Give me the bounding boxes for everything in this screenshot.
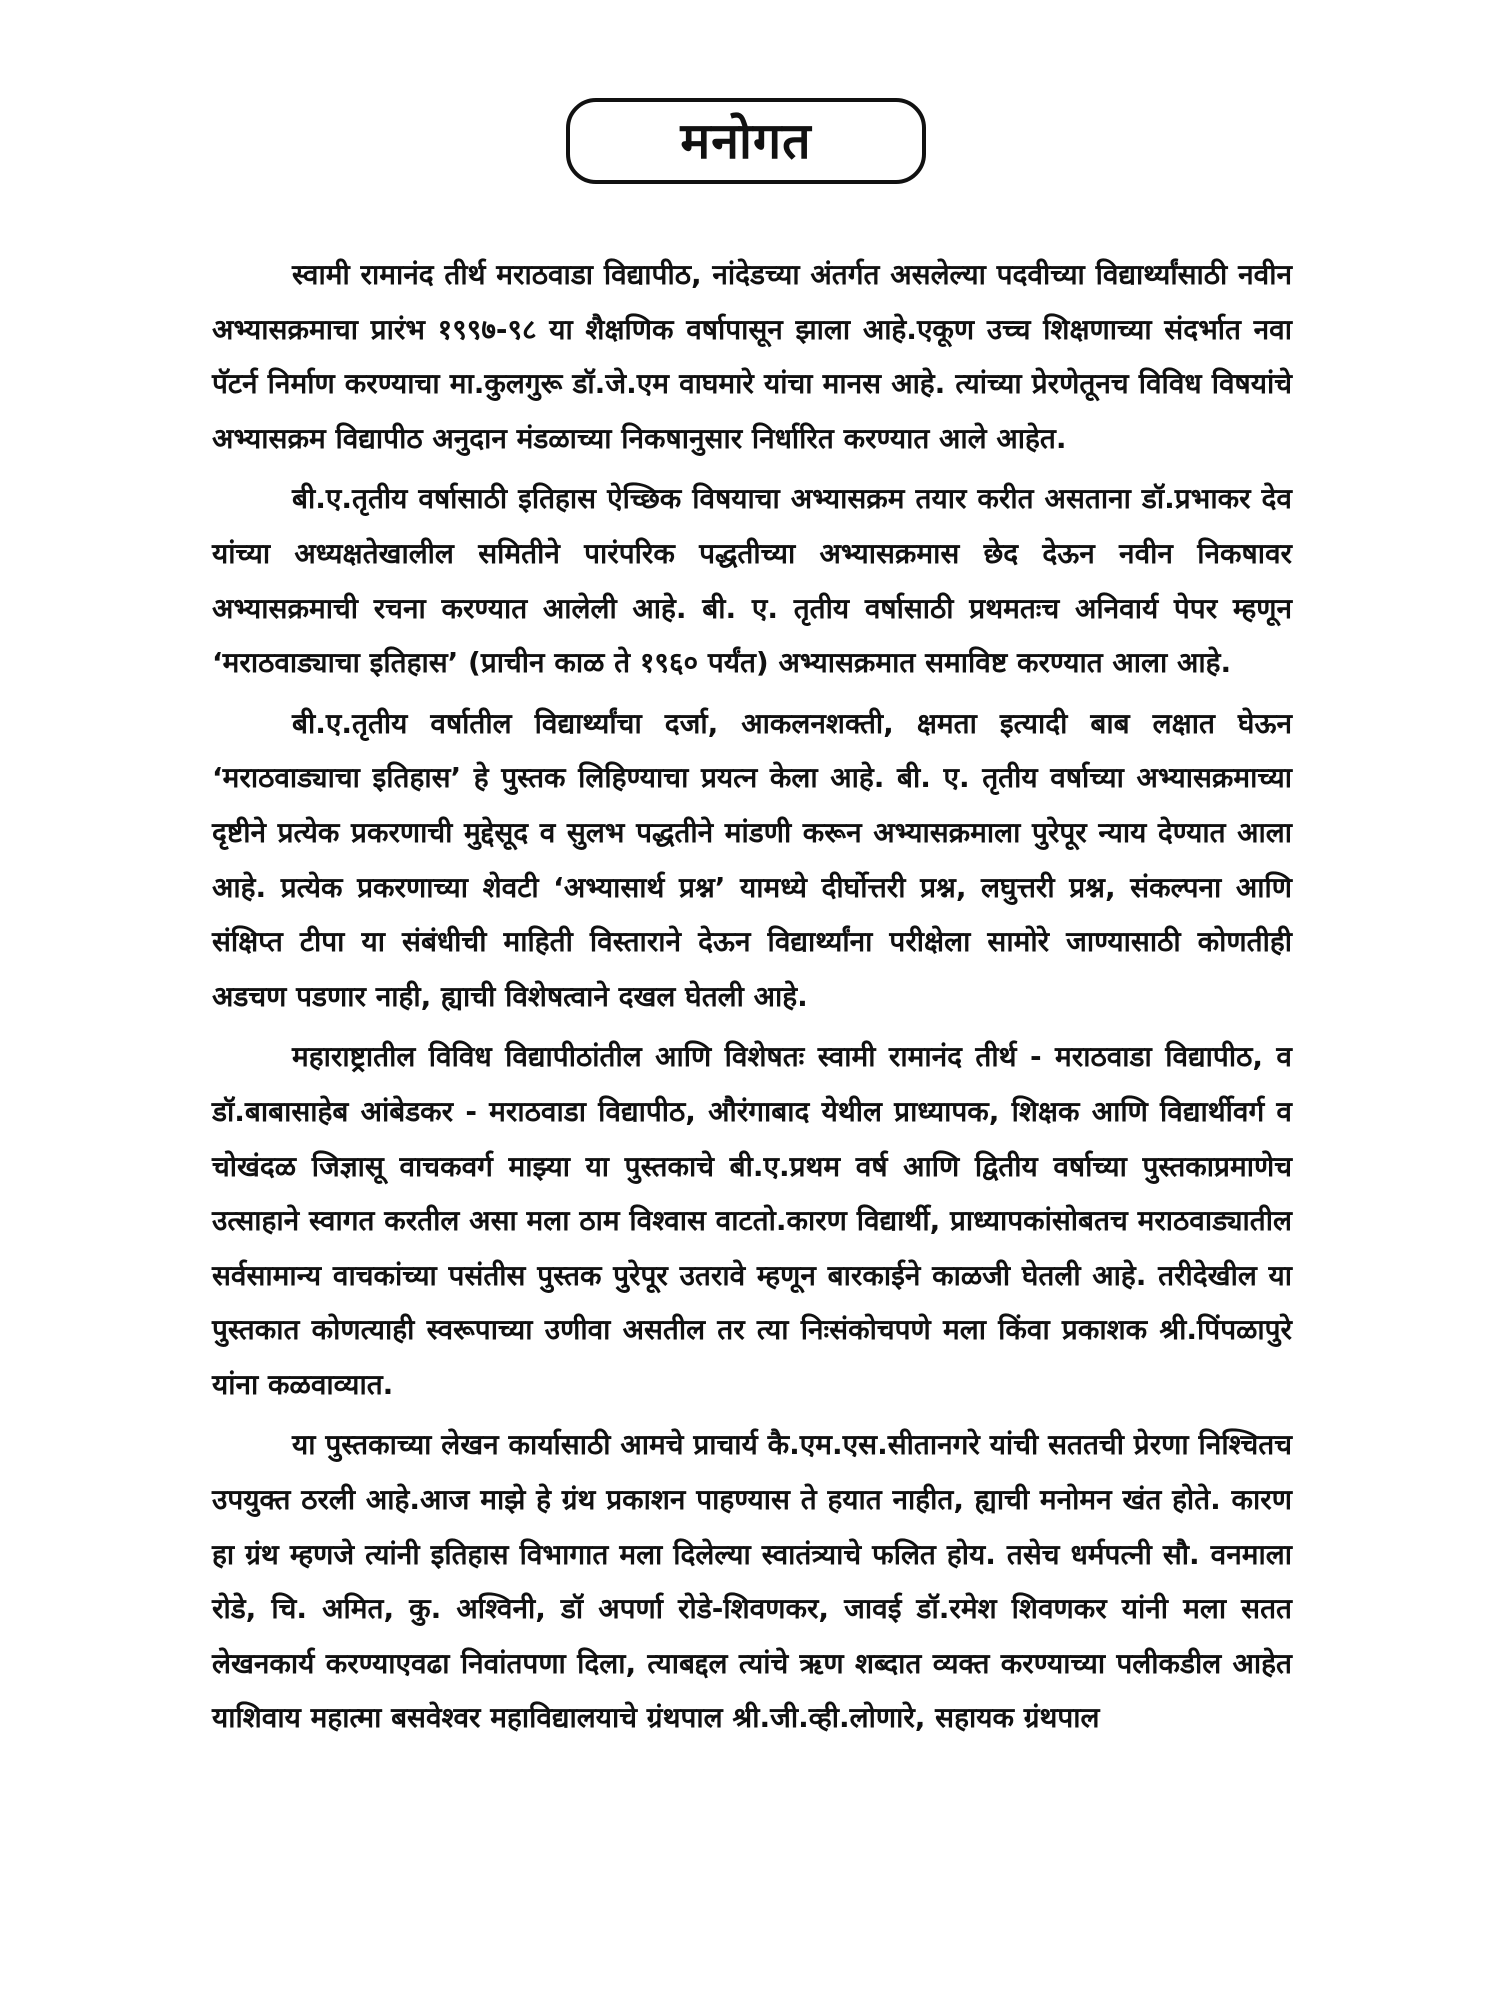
paragraph: बी.ए.तृतीय वर्षासाठी इतिहास ऐच्छिक विषयाचा अभ्यासक्रम तयार करीत असताना डॉ.प्रभाकर देव यांच्या अध्यक्षतेखालील समितीने पारंपरिक पद्धतीच्या अभ्यासक्रमास छेद देऊन नवीन निकषावर अभ्यासक्रमाची रचना करण्यात आलेली आहे. बी. ए. तृतीय वर्षासाठी प्रथमतःच अनिवार्य पेपर म्हणून ‘मराठवाड्याचा इतिहास’ (प्राचीन काळ ते १९६० पर्यंत) अभ्यासक्रमात समाविष्ट करण्यात आला आहे.: [212, 482, 1292, 680]
body-text: [212, 248, 1292, 1746]
paragraph: या पुस्तकाच्या लेखन कार्यासाठी आमचे प्राचार्य कै.एम.एस.सीतानगरे यांची सततची प्रेरणा निश्चितच उपयुक्त ठरली आहे.आज माझे हे ग्रंथ प्रकाशन पाहण्यास ते हयात नाहीत, ह्याची मनोमन खंत होते. कारण हा ग्रंथ म्हणजे त्यांनी इतिहास विभागात मला दिलेल्या स्वातंत्र्याचे फलित होय. तसेच धर्मपत्नी सौ. वनमाला रोडे, चि. अमित, कु. अश्विनी, डॉ अपर्णा रोडे-शिवणकर, जावई डॉ.रमेश शिवणकर यांनी मला सतत लेखनकार्य करण्याएवढा निवांतपणा दिला, त्याबद्दल त्यांचे ऋण शब्दात व्यक्त करण्याच्या पलीकडील आहेत याशिवाय महात्मा बसवेश्वर महाविद्यालयाचे ग्रंथपाल श्री.जी.व्ही.लोणारे, सहायक ग्रंथपाल: [212, 1428, 1293, 1735]
paragraph: महाराष्ट्रातील विविध विद्यापीठांतील आणि विशेषतः स्वामी रामानंद तीर्थ - मराठवाडा विद्यापीठ, व डॉ.बाबासाहेब आंबेडकर - मराठवाडा विद्यापीठ, औरंगाबाद येथील प्राध्यापक, शिक्षक आणि विद्यार्थीवर्ग व चोखंदळ जिज्ञासू वाचकवर्ग माझ्या या पुस्तकाचे बी.ए.प्रथम वर्ष आणि द्वितीय वर्षाच्या पुस्तकाप्रमाणेच उत्साहाने स्वागत करतील असा मला ठाम विश्वास वाटतो.कारण विद्यार्थी, प्राध्यापकांसोबतच मराठवाड्यातील सर्वसामान्य वाचकांच्या पसंतीस पुस्तक पुरेपूर उतरावे म्हणून बारकाईने काळजी घेतली आहे. तरीदेखील या पुस्तकात कोणत्याही स्वरूपाच्या उणीवा असतील तर त्या निःसंकोचपणे मला किंवा प्रकाशक श्री.पिंपळापुरे यांना कळवाव्यात.: [212, 1040, 1292, 1401]
title-frame: [566, 98, 926, 184]
page-title: मनोगत: [680, 112, 812, 170]
paragraph: बी.ए.तृतीय वर्षातील विद्यार्थ्यांचा दर्जा, आकलनशक्ती, क्षमता इत्यादी बाब लक्षात घेऊन ‘मराठवाड्याचा इतिहास’ हे पुस्तक लिहिण्याचा प्रयत्न केला आहे. बी. ए. तृतीय वर्षाच्या अभ्यासक्रमाच्या दृष्टीने प्रत्येक प्रकरणाची मुद्देसूद व सुलभ पद्धतीने मांडणी करून अभ्यासक्रमाला पुरेपूर न्याय देण्यात आला आहे. प्रत्येक प्रकरणाच्या शेवटी ‘अभ्यासार्थ प्रश्न’ यामध्ये दीर्घोत्तरी प्रश्न, लघुत्तरी प्रश्न, संकल्पना आणि संक्षिप्त टीपा या संबंधीची माहिती विस्ताराने देऊन विद्यार्थ्यांना परीक्षेला सामोरे जाण्यासाठी कोणतीही अडचण पडणार नाही, ह्याची विशेषत्वाने दखल घेतली आहे.: [212, 706, 1292, 1013]
paragraph: स्वामी रामानंद तीर्थ मराठवाडा विद्यापीठ, नांदेडच्या अंतर्गत असलेल्या पदवीच्या विद्यार्थ्यांसाठी नवीन अभ्यासक्रमाचा प्रारंभ १९९७-९८ या शैक्षणिक वर्षापासून झाला आहे.एकूण उच्च शिक्षणाच्या संदर्भात नवा पॅटर्न निर्माण करण्याचा मा.कुलगुरू डॉ.जे.एम वाघमारे यांचा मानस आहे. त्यांच्या प्रेरणेतूनच विविध विषयांचे अभ्यासक्रम विद्यापीठ अनुदान मंडळाच्या निकषानुसार निर्धारित करण्यात आले आहेत.: [212, 258, 1292, 455]
